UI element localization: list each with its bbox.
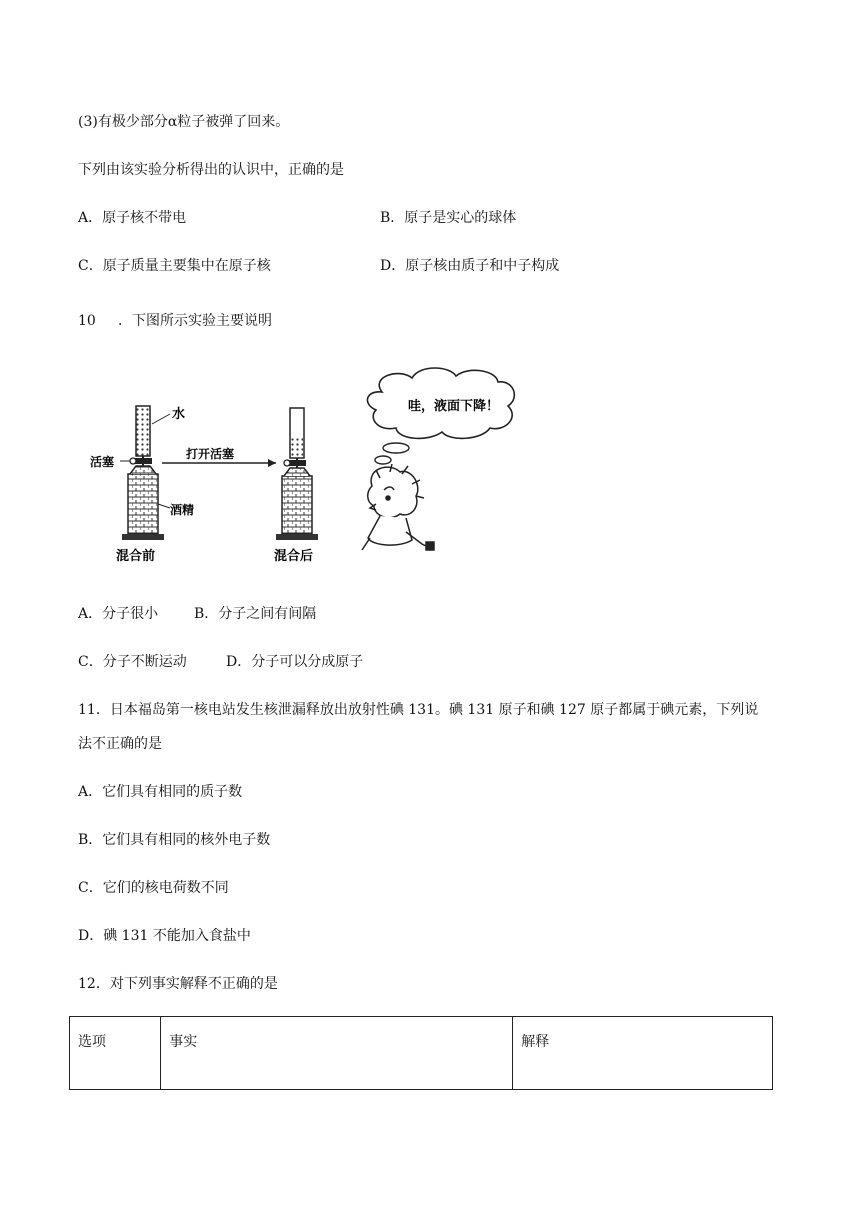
q10-option-d: D．分子可以分成原子 — [226, 654, 364, 670]
q10-stem: ．下图所示实验主要说明 — [118, 313, 272, 329]
q11-stem-line1: 11．日本福岛第一核电站发生核泄漏释放出放射性碘 131。碘 131 原子和碘 127 原子都属于碘元素，下列说 — [78, 702, 759, 718]
table-header-fact: 事实 — [161, 1017, 513, 1090]
q11-stem-line2: 法不正确的是 — [78, 736, 162, 752]
label-after: 混合后 — [274, 549, 314, 564]
q11-option-c: C．它们的核电荷数不同 — [78, 880, 229, 896]
q12-stem: 12．对下列事实解释不正确的是 — [78, 976, 278, 992]
table-header-explanation: 解释 — [513, 1017, 773, 1090]
arrow-label: 打开活塞 — [186, 447, 235, 461]
q10-option-a: A．分子很小 — [78, 606, 159, 622]
q9-prompt: 下列由该实验分析得出的认识中，正确的是 — [78, 162, 344, 178]
experiment-figure — [90, 362, 580, 574]
q11-option-d: D．碘 131 不能加入食盐中 — [78, 928, 251, 944]
q10-option-b: B．分子之间有间隔 — [194, 606, 317, 622]
table-header-row — [70, 1017, 773, 1090]
label-water: 水 — [172, 407, 186, 422]
q11-option-a: A．它们具有相同的质子数 — [78, 784, 243, 800]
q10-number: 10 — [78, 313, 96, 329]
q9-option-d: D．原子核由质子和中子构成 — [380, 258, 560, 274]
cartoon-person — [362, 464, 434, 550]
q9-option-c: C．原子质量主要集中在原子核 — [78, 258, 271, 274]
q11-option-b: B．它们具有相同的核外电子数 — [78, 832, 271, 848]
label-before: 混合前 — [116, 549, 156, 564]
label-alcohol: 酒精 — [170, 503, 195, 517]
thought-text: 哇，液面下降！ — [408, 399, 500, 414]
thought-cloud — [367, 368, 514, 464]
q9-line3: (3)有极少部分α粒子被弹了回来。 — [78, 114, 290, 130]
q9-option-a: A．原子核不带电 — [78, 210, 187, 226]
q12-table — [69, 1016, 773, 1090]
apparatus-after — [276, 408, 318, 540]
q10-option-c: C．分子不断运动 — [78, 654, 187, 670]
label-stopcock: 活塞 — [90, 455, 115, 469]
apparatus-before — [122, 406, 164, 540]
arrow-head — [268, 459, 276, 467]
table-header-option: 选项 — [70, 1017, 161, 1090]
q9-option-b: B．原子是实心的球体 — [380, 210, 517, 226]
